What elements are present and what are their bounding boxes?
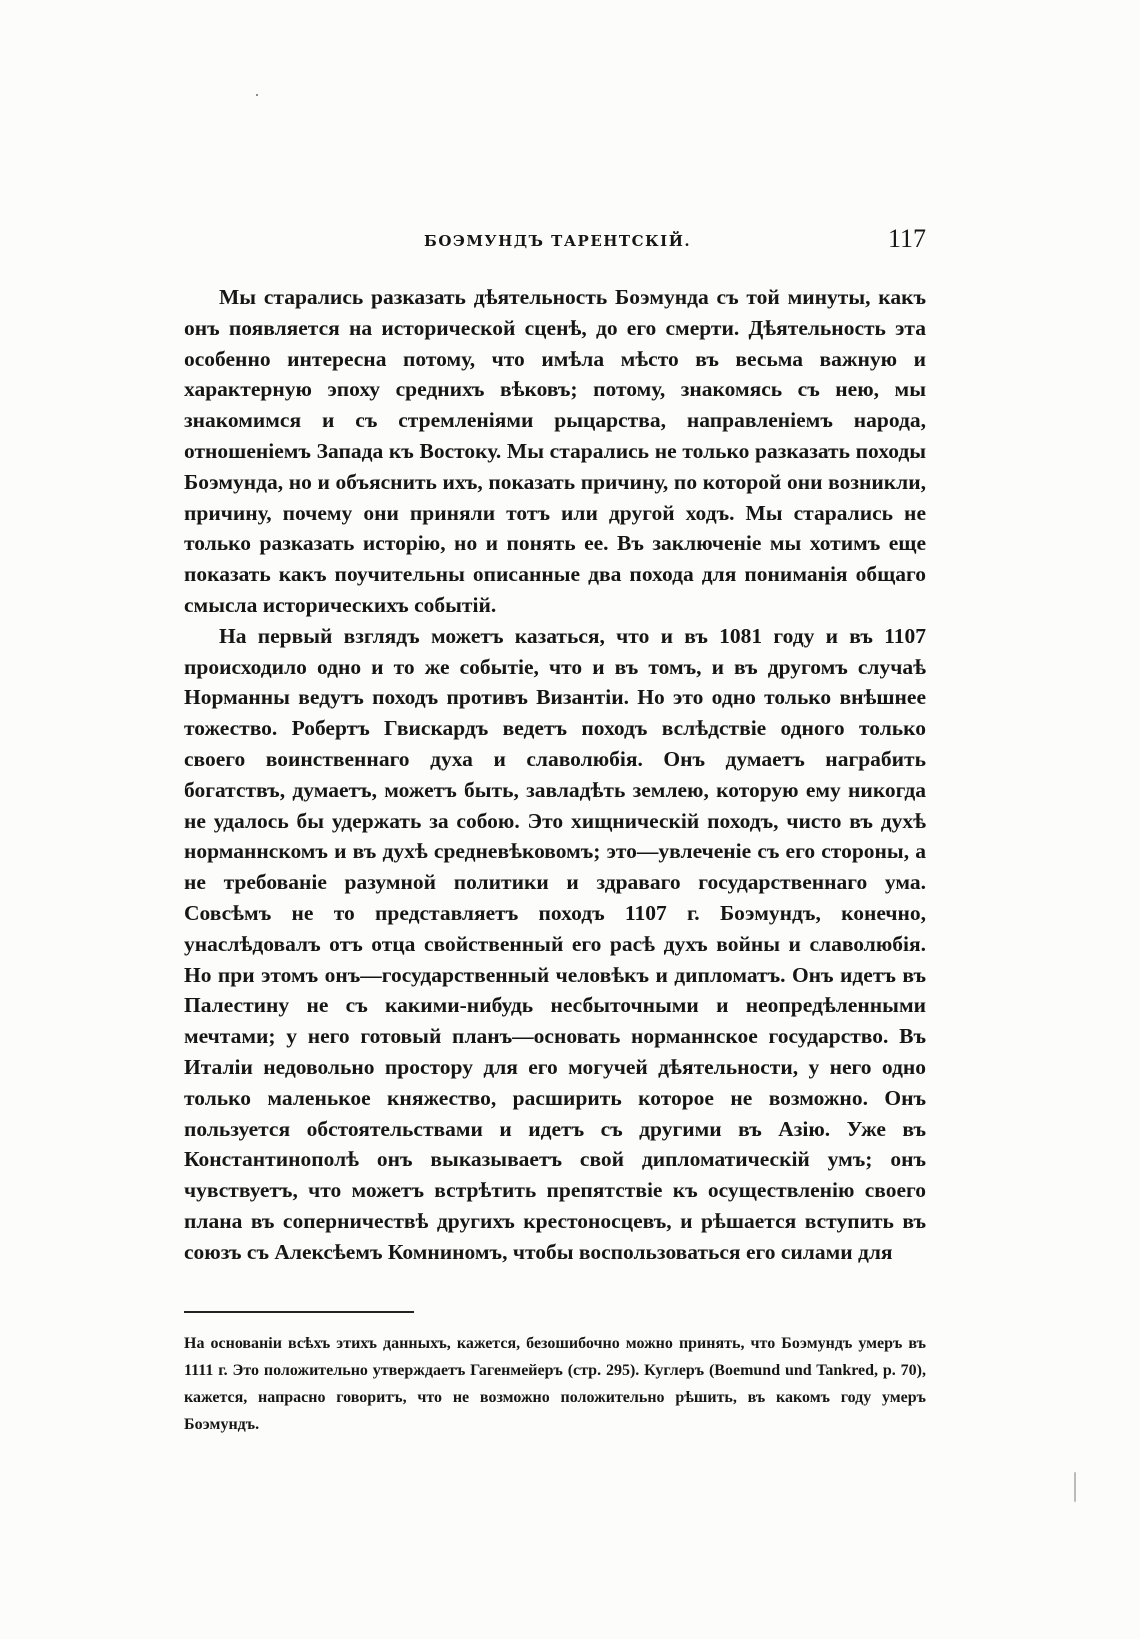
paragraph-2: На первый взглядъ можетъ казаться, что и въ 1081 году и въ 1107 происходило одно и то же событіе, что и въ томъ, и въ другомъ случаѣ Норманны ведутъ походъ противъ Византіи. Но это одно только внѣшнее тожество. Робертъ Гвискардъ ведетъ походъ вслѣдствіе одного только своего воинственнаго духа и славолюбія. Онъ думаетъ награбить богатствъ, думаетъ, можетъ быть, завладѣть землею, которую ему никогда не удалось бы удержать за собою. Это хищническій походъ, чисто въ духѣ норманнскомъ и въ духѣ средневѣковомъ; это—увлеченіе съ его стороны, а не требованіе разумной политики и здраваго государственнаго ума. Совсѣмъ не то представляетъ походъ 1107 г. Боэмундъ, конечно, унаслѣдовалъ отъ отца свойственный его расѣ духъ войны и славолюбія. Но при этомъ онъ—государственный человѣкъ и дипломатъ. Онъ идетъ въ Палестину не съ какими-нибудь несбыточными и неопредѣленными мечтами; у него готовый планъ—основать норманнское государство. Въ Италіи недовольно простору для его могучей дѣятельности, у него одно только маленькое княжество, расширить которое не возможно. Онъ пользуется обстоятельствами и идетъ съ другими въ Азію. Уже въ Константинополѣ онъ выказываетъ свой дипломатическій умъ; онъ чувствуетъ, что можетъ встрѣтить препятствіе къ осуществленію своего плана въ соперничествѣ другихъ крестоносцевъ, и рѣшается вступить въ союзъ съ Алексѣемъ Комниномъ, чтобы воспользоваться его силами для [184, 623, 926, 1264]
scan-edge-mark [1074, 1472, 1076, 1502]
book-page [184, 0, 926, 1639]
footnote-separator [184, 1311, 414, 1313]
scan-speck [256, 94, 258, 96]
running-title: БОЭМУНДЪ ТАРЕНТСКІЙ. [424, 232, 692, 250]
running-head [184, 224, 926, 260]
footnote: На основаніи всѣхъ этихъ данныхъ, кажется, безошибочно можно принять, что Боэмундъ умеръ въ 1111 г. Это положительно утверждаетъ Гагенмейеръ (стр. 295). Куглеръ (Boemund und Tankred, p. 70), кажется, напрасно говоритъ, что не возможно положительно рѣшить, въ какомъ году умеръ Боэмундъ. [184, 1335, 926, 1433]
paragraph-1: Мы старались разказать дѣятельность Боэмунда съ той минуты, какъ онъ появляется на исторической сценѣ, до его смерти. Дѣятельность эта особенно интересна потому, что имѣла мѣсто въ весьма важную и характерную эпоху среднихъ вѣковъ; потому, знакомясь съ нею, мы знакомимся и съ стремленіями рыцарства, направленіемъ народа, отношеніемъ Запада къ Востоку. Мы старались не только разказать походы Боэмунда, но и объяснить ихъ, показать причину, по которой они возникли, причину, почему они приняли тотъ или другой ходъ. Мы старались не только разказать исторію, но и понять ее. Въ заключеніе мы хотимъ еще показать какъ поучительны описанные два похода для пониманія общаго смысла историческихъ событій. [184, 285, 926, 617]
page-number: 117 [887, 224, 926, 253]
main-text [184, 282, 926, 1268]
